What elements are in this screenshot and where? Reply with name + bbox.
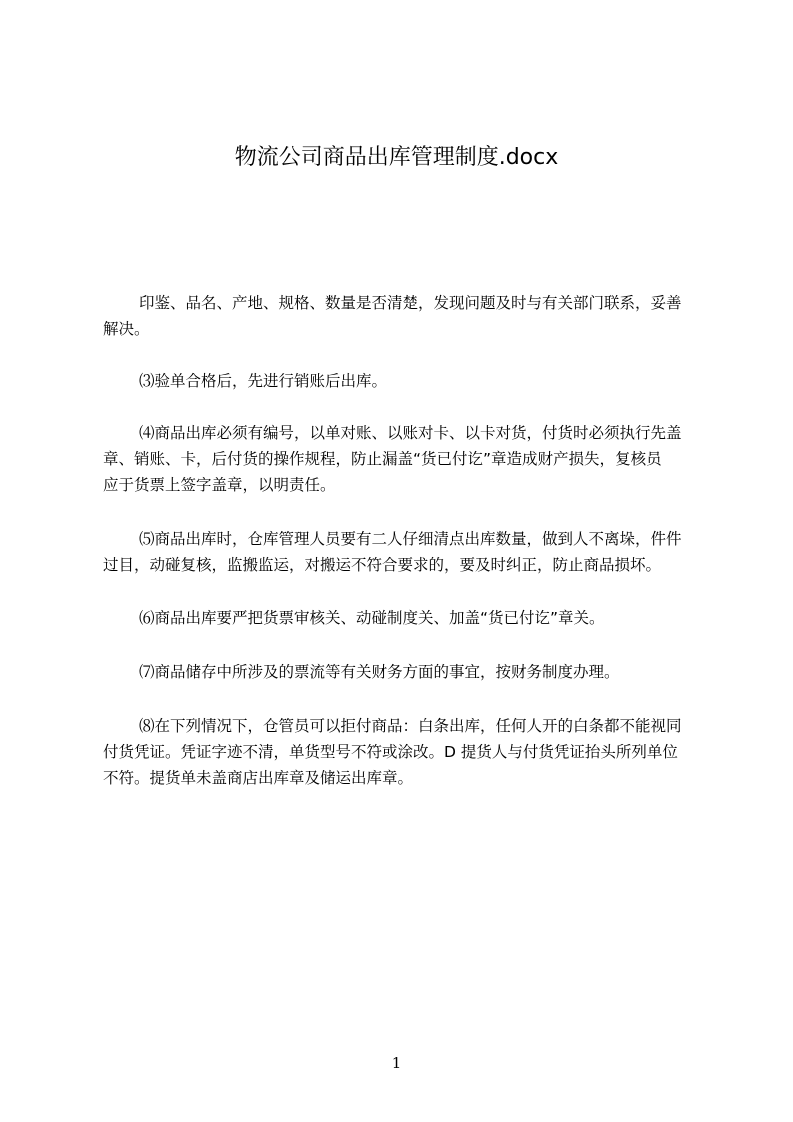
- paragraph-line: 印鉴、品名、产地、规格、数量是否清楚，发现问题及时与有关部门联系，妥善: [139, 294, 682, 312]
- paragraph-line: 不符。提货单未盖商店出库章及储运出库章。: [103, 769, 414, 787]
- paragraph-5: [103, 605, 703, 631]
- paragraph-line: ⑺商品储存中所涉及的票流等有关财务方面的事宜，按财务制度办理。: [139, 663, 620, 681]
- paragraph-6: [103, 659, 703, 685]
- paragraph-line: 解决。: [103, 320, 150, 338]
- paragraph-line: ⑸商品出库时，仓库管理人员要有二人仔细清点出库数量，做到人不离垛，件件: [139, 530, 682, 548]
- paragraph-line: 付货凭证。凭证字迹不清，单货型号不符或涂改。D 提货人与付货凭证抬头所列单位: [103, 743, 678, 761]
- paragraph-line: ⑹商品出库要严把货票审核关、动碰制度关、加盖“货已付讫”章关。: [139, 609, 605, 627]
- page-number: 1: [391, 1054, 402, 1072]
- paragraph-4: [103, 526, 703, 578]
- paragraph-line: 过目，动碰复核，监搬监运，对搬运不符合要求的，要及时纠正，防止商品损坏。: [103, 556, 662, 574]
- paragraph-1: [103, 290, 703, 342]
- paragraph-line: ⑶验单合格后，先进行销账后出库。: [139, 372, 388, 390]
- paragraph-line: ⑷商品出库必须有编号，以单对账、以账对卡、以卡对货，付货时必须执行先盖: [139, 424, 682, 442]
- paragraph-line: 应于货票上签字盖章，以明责任。: [103, 476, 336, 494]
- paragraph-7: [103, 713, 703, 791]
- paragraph-line: 章、销账、卡，后付货的操作规程，防止漏盖“货已付讫”章造成财产损失，复核员: [103, 450, 662, 468]
- paragraph-2: [103, 368, 703, 394]
- document-title: 物流公司商品出库管理制度.docx: [234, 145, 559, 170]
- paragraph-line: ⑻在下列情况下，仓管员可以拒付商品：白条出库，任何人开的白条都不能视同: [139, 717, 682, 735]
- paragraph-3: [103, 420, 703, 498]
